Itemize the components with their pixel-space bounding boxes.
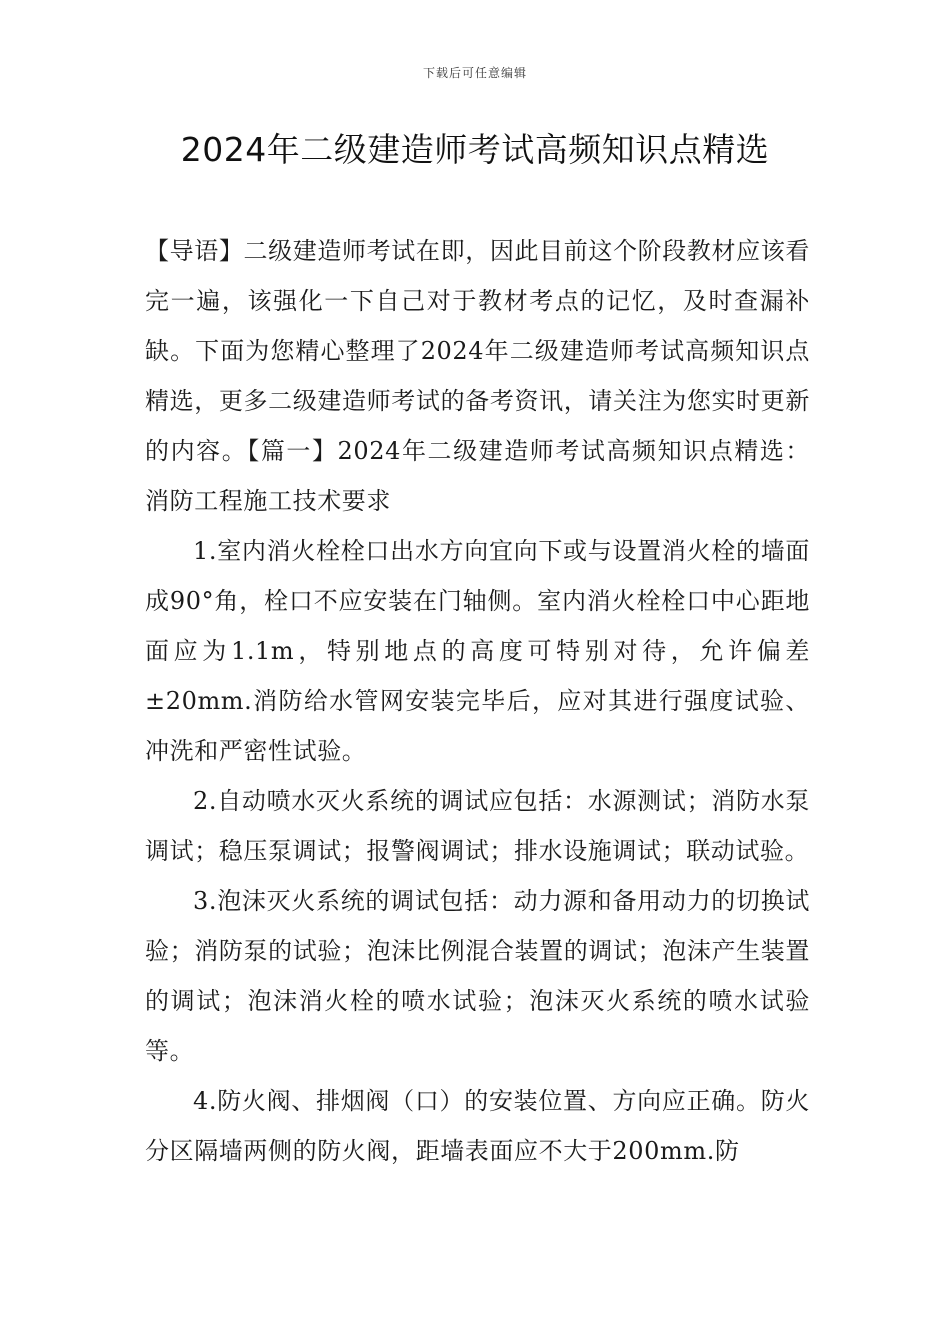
document-body: [145, 226, 810, 1176]
header-note: 下载后可任意编辑: [422, 66, 527, 80]
paragraph-item-3: 3.泡沫灭火系统的调试包括：动力源和备用动力的切换试验；消防泵的试验；泡沫比例混合装置的调试；泡沫产生装置的调试；泡沫消火栓的喷水试验；泡沫灭火系统的喷水试验等。: [145, 887, 810, 1065]
paragraph-item-2: 2.自动喷水灭火系统的调试应包括：水源测试；消防水泵调试；稳压泵调试；报警阀调试；排水设施调试；联动试验。: [145, 787, 810, 865]
paragraph-item-4: 4.防火阀、排烟阀（口）的安装位置、方向应正确。防火分区隔墙两侧的防火阀，距墙表面应不大于200mm.防: [145, 1087, 810, 1165]
paragraph-item-1: 1.室内消火栓栓口出水方向宜向下或与设置消火栓的墙面成90°角，栓口不应安装在门轴侧。室内消火栓栓口中心距地面应为1.1m，特别地点的高度可特别对待，允许偏差±20mm.消防给水管网安装完毕后，应对其进行强度试验、冲洗和严密性试验。: [145, 537, 810, 765]
document-title: 2024年二级建造师考试高频知识点精选: [180, 130, 770, 169]
paragraph-intro: 【导语】二级建造师考试在即，因此目前这个阶段教材应该看完一遍，该强化一下自己对于教材考点的记忆，及时查漏补缺。下面为您精心整理了2024年二级建造师考试高频知识点精选，更多二级建造师考试的备考资讯，请关注为您实时更新的内容。【篇一】2024年二级建造师考试高频知识点精选：消防工程施工技术要求: [145, 237, 810, 515]
